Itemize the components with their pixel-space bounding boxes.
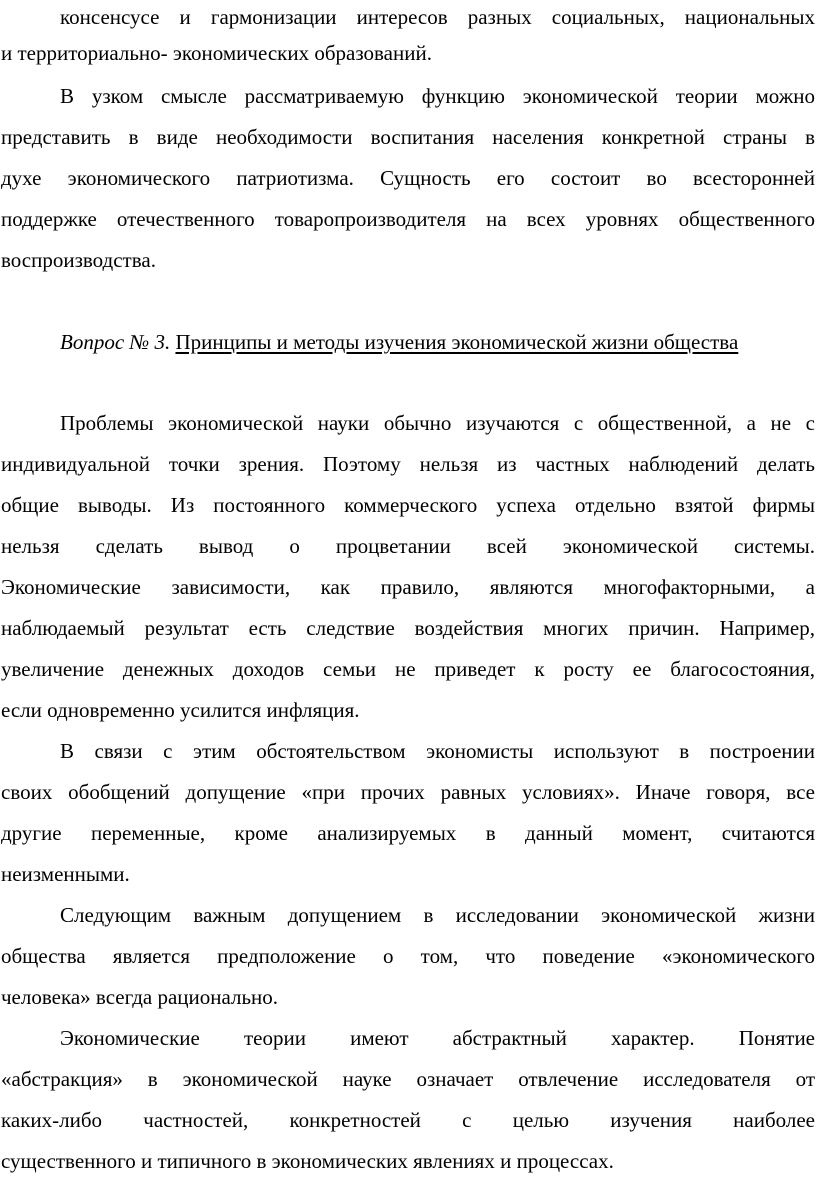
text-line: общества является предположение о том, что поведение «экономического — [1, 944, 815, 968]
text-line: человека» всегда рационально. — [1, 985, 279, 1009]
text-line: духе экономического патриотизма. Сущность его состоит во всесторонней — [1, 166, 815, 190]
text-line: представить в виде необходимости воспитания населения конкретной страны в — [1, 125, 815, 149]
text-line: Проблемы экономической науки обычно изучаются с общественной, а не с — [60, 411, 815, 435]
text-line: увеличение денежных доходов семьи не приведет к росту ее благосостояния, — [1, 657, 815, 681]
section-heading — [60, 321, 815, 363]
text-line: Экономические зависимости, как правило, являются многофакторными, а — [1, 575, 815, 599]
question-label: Вопрос № 3. — [60, 330, 171, 354]
text-line: если одновременно усилится инфляция. — [1, 698, 360, 722]
text-line: нельзя сделать вывод о процветании всей экономической системы. — [1, 534, 815, 558]
text-line: своих обобщений допущение «при прочих равных условиях». Иначе говоря, все — [1, 780, 815, 804]
text-line: воспроизводства. — [1, 248, 156, 272]
text-line: неизменными. — [1, 862, 130, 886]
text-line: Следующим важным допущением в исследовании экономической жизни — [60, 903, 815, 927]
text-line: индивидуальной точки зрения. Поэтому нельзя из частных наблюдений делать — [1, 452, 815, 476]
text-line: «абстракция» в экономической науке означает отвлечение исследователя от — [1, 1067, 815, 1091]
text-line: В узком смысле рассматриваемую функцию экономической теории можно — [60, 84, 815, 108]
text-line: В связи с этим обстоятельством экономисты используют в построении — [60, 739, 815, 763]
text-line: консенсусе и гармонизации интересов разных социальных, национальных — [60, 5, 815, 29]
text-line: существенного и типичного в экономических явлениях и процессах. — [1, 1149, 614, 1173]
question-title: Принципы и методы изучения экономической жизни общества — [175, 330, 739, 354]
text-line: каких-либо частностей, конкретностей с целью изучения наиболее — [1, 1108, 815, 1132]
text-line: общие выводы. Из постоянного коммерческого успеха отдельно взятой фирмы — [1, 493, 815, 517]
text-line: поддержке отечественного товаропроизводителя на всех уровнях общественного — [1, 207, 815, 231]
text-line: Экономические теории имеют абстрактный характер. Понятие — [60, 1026, 815, 1050]
text-line: наблюдаемый результат есть следствие воздействия многих причин. Например, — [1, 616, 815, 640]
text-line: и территориально- экономических образований. — [1, 41, 432, 65]
text-line: другие переменные, кроме анализируемых в данный момент, считаются — [1, 821, 815, 845]
